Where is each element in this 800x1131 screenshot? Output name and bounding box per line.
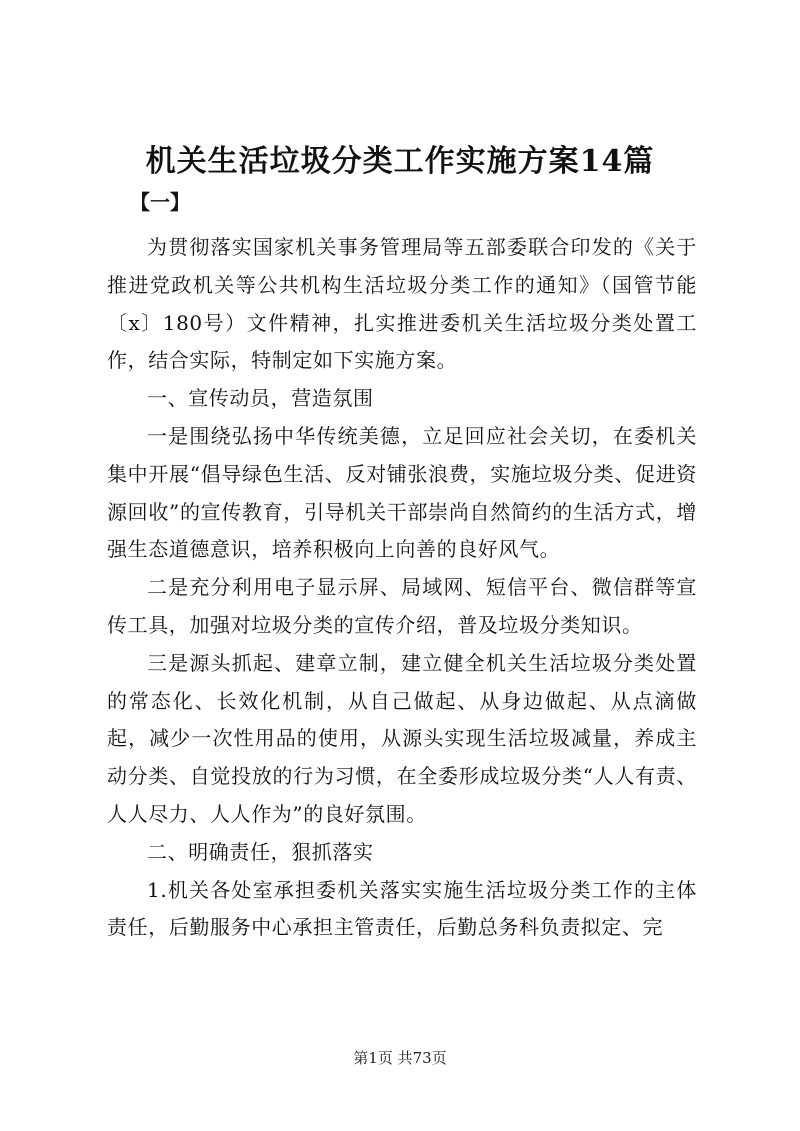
paragraph-point-three: 三是源头抓起、建章立制，建立健全机关生活垃圾分类处置的常态化、长效化机制，从自己做起、从身边做起、从点滴做起，减少一次性用品的使用，从源头实现生活垃圾减量，养成主动分类、自觉投放的行为习惯，在全委形成垃圾分类“人人有责、人人尽力、人人作为”的良好氛围。 xyxy=(107,650,697,826)
document-title: 机关生活垃圾分类工作实施方案14篇 xyxy=(145,144,655,179)
section-label: 【一】 xyxy=(130,190,190,214)
page-footer: 第1页 共73页 xyxy=(353,1049,447,1067)
paragraph-intro: 为贯彻落实国家机关事务管理局等五部委联合印发的《关于推进党政机关等公共机构生活垃圾分类工作的通知》（国管节能〔x〕180号）文件精神，扎实推进委机关生活垃圾分类处置工作，结合实际，特制定如下实施方案。 xyxy=(107,235,697,373)
heading-responsibility: 二、明确责任，狠抓落实 xyxy=(147,839,374,864)
document-body xyxy=(107,229,697,947)
paragraph-point-two: 二是充分利用电子显示屏、局域网、短信平台、微信群等宣传工具，加强对垃圾分类的宣传介绍，普及垃圾分类知识。 xyxy=(107,575,697,637)
paragraph-item-1: 1.机关各处室承担委机关落实实施生活垃圾分类工作的主体责任，后勤服务中心承担主管责任，后勤总务科负责拟定、完 xyxy=(107,877,697,940)
paragraph-point-one: 一是围绕弘扬中华传统美德，立足回应社会关切，在委机关集中开展“倡导绿色生活、反对铺张浪费，实施垃圾分类、促进资源回收”的宣传教育，引导机关干部崇尚自然简约的生活方式，增强生态道德意识，培养积极向上向善的良好风气。 xyxy=(107,423,697,562)
heading-publicity: 一、宣传动员，营造氛围 xyxy=(147,386,374,411)
